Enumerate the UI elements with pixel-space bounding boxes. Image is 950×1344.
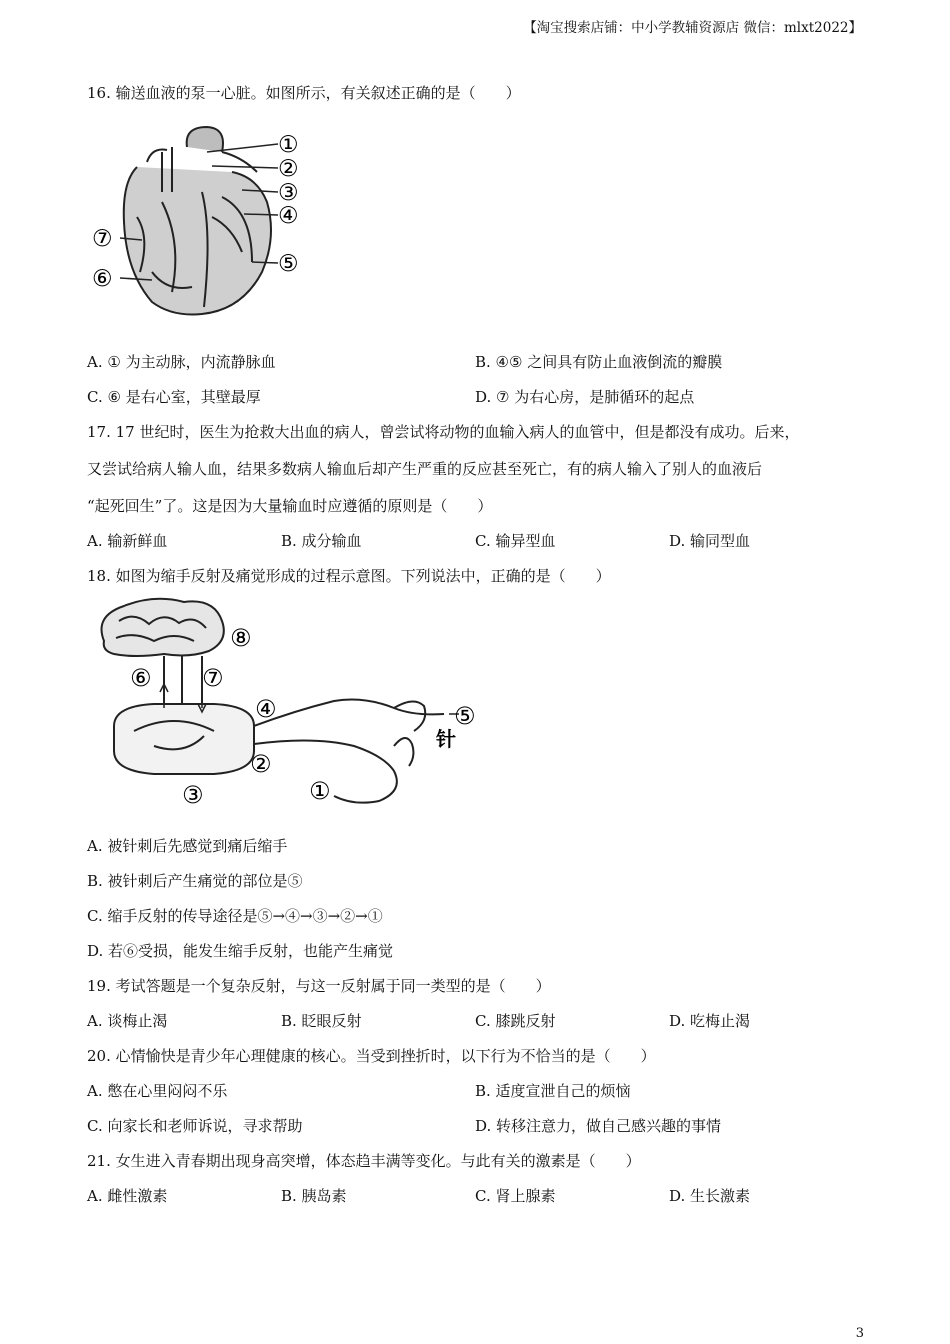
heart-label-6: ⑥ [92,266,113,292]
heart-label-1: ① [278,132,299,158]
reflex-label-4: ④ [255,695,277,723]
q20-option-b[interactable]: B. 适度宣泄自己的烦恼 [475,1082,631,1100]
q18-option-a[interactable]: A. 被针刺后先感觉到痛后缩手 [87,837,288,855]
page-header: 【淘宝搜索店铺：中小学教辅资源店 微信：mlxt2022】 [523,20,862,36]
q16-option-b[interactable]: B. ④⑤ 之间具有防止血液倒流的瓣膜 [475,353,723,371]
needle-label: 针 [436,727,456,751]
q19-option-b[interactable]: B. 眨眼反射 [281,1012,362,1030]
reflex-label-2: ② [250,750,272,778]
heart-label-5: ⑤ [278,251,299,277]
q20-stem: 20. 心情愉快是青少年心理健康的核心。当受到挫折时，以下行为不恰当的是（ ） [87,1047,656,1065]
q17-option-c[interactable]: C. 输异型血 [475,532,556,550]
reflex-label-3: ③ [182,781,204,808]
heart-drawing [124,127,271,315]
q16-option-d[interactable]: D. ⑦ 为右心房，是肺循环的起点 [475,388,695,406]
heart-label-3: ③ [278,180,299,206]
reflex-label-5: ⑤ [454,702,476,730]
q20-option-a[interactable]: A. 憋在心里闷闷不乐 [87,1082,228,1100]
page-number: 3 [855,1326,864,1341]
heart-label-7: ⑦ [92,226,113,252]
q16-option-c[interactable]: C. ⑥ 是右心室，其壁最厚 [87,388,261,406]
q19-option-c[interactable]: C. 膝跳反射 [475,1012,556,1030]
q19-stem: 19. 考试答题是一个复杂反射，与这一反射属于同一类型的是（ ） [87,977,551,995]
heart-label-2: ② [278,156,299,182]
q18-option-d[interactable]: D. 若⑥受损，能发生缩手反射，也能产生痛觉 [87,942,394,960]
q21-option-b[interactable]: B. 胰岛素 [281,1187,347,1205]
q17-option-b[interactable]: B. 成分输血 [281,532,362,550]
q19-option-a[interactable]: A. 谈梅止渴 [87,1012,168,1030]
q17-option-d[interactable]: D. 输同型血 [669,532,751,550]
q17-option-a[interactable]: A. 输新鲜血 [87,532,168,550]
q18-stem: 18. 如图为缩手反射及痛觉形成的过程示意图。下列说法中，正确的是（ ） [87,567,611,585]
heart-label-4: ④ [278,203,299,229]
q16-stem: 16. 输送血液的泵一心脏。如图所示，有关叙述正确的是（ ） [87,84,521,102]
q20-option-c[interactable]: C. 向家长和老师诉说，寻求帮助 [87,1117,303,1135]
q21-stem: 21. 女生进入青春期出现身高突增，体态趋丰满等变化。与此有关的激素是（ ） [87,1152,641,1170]
q18-option-b[interactable]: B. 被针刺后产生痛觉的部位是⑤ [87,872,303,890]
q17-stem-line2: 又尝试给病人输人血，结果多数病人输血后却产生严重的反应甚至死亡，有的病人输入了别人的血液后 [87,460,763,478]
reflex-label-8: ⑧ [230,624,252,652]
q18-option-c[interactable]: C. 缩手反射的传导途径是⑤→④→③→②→① [87,907,383,925]
q21-option-c[interactable]: C. 肾上腺素 [475,1187,556,1205]
q17-stem-line3: “起死回生”了。这是因为大量输血时应遵循的原则是（ ） [87,497,493,515]
q19-option-d[interactable]: D. 吃梅止渴 [669,1012,751,1030]
q21-option-a[interactable]: A. 雌性激素 [87,1187,168,1205]
reflex-label-6: ⑥ [130,664,152,692]
q16-option-a[interactable]: A. ① 为主动脉，内流静脉血 [87,353,276,371]
reflex-label-7: ⑦ [202,664,224,692]
heart-diagram [92,122,322,322]
q17-stem-line1: 17. 17 世纪时，医生为抢救大出血的病人，曾尝试将动物的血输入病人的血管中，但是都没有成功。后来， [87,423,800,441]
q20-option-d[interactable]: D. 转移注意力，做自己感兴趣的事情 [475,1117,722,1135]
reflex-label-1: ① [309,777,331,805]
q21-option-d[interactable]: D. 生长激素 [669,1187,751,1205]
reflex-diagram [94,596,484,808]
